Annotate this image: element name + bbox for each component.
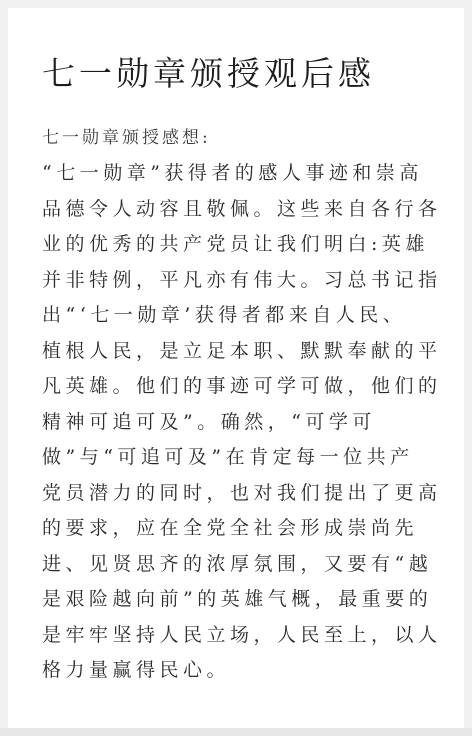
body-line: 出“‘七一勋章’获得者都来自人民、 [42, 304, 407, 326]
body-line: 精神可追可及”。确然，“可学可 [42, 410, 376, 433]
body-line: 并非特例，平凡亦有伟大。习总书记指 [42, 268, 442, 291]
body-line: 进、见贤思齐的浓厚氛围，又要有“越 [42, 552, 433, 575]
body-line: 品德令人动容且敬佩。这些来自各行各 [42, 197, 442, 220]
document-subtitle: 七一勋章颁授感想: [42, 128, 211, 148]
body-line: 党员潜力的同时，也对我们提出了更高 [42, 481, 442, 504]
document-title: 七一勋章颁授观后感 [42, 54, 375, 93]
body-line: 的要求，应在全党全社会形成崇尚先 [42, 517, 419, 539]
body-line: 凡英雄。他们的事迹可学可做，他们的 [42, 375, 442, 397]
body-line: “七一勋章”获得者的感人事迹和崇高 [42, 162, 423, 184]
document-page [8, 8, 464, 728]
bottom-divider [0, 728, 472, 736]
body-line: 业的优秀的共产党员让我们明白:英雄 [42, 233, 429, 255]
body-line: 是牢牢坚持人民立场，人民至上，以人 [42, 623, 442, 646]
body-line: 格力量赢得民心。 [42, 659, 231, 681]
body-line: 植根人民，是立足本职、默默奉献的平 [42, 339, 442, 362]
body-line: 是艰险越向前”的英雄气概，最重要的 [42, 588, 433, 610]
body-line: 做”与“可追可及”在肯定每一位共产 [42, 446, 414, 468]
document-body [34, 156, 442, 689]
